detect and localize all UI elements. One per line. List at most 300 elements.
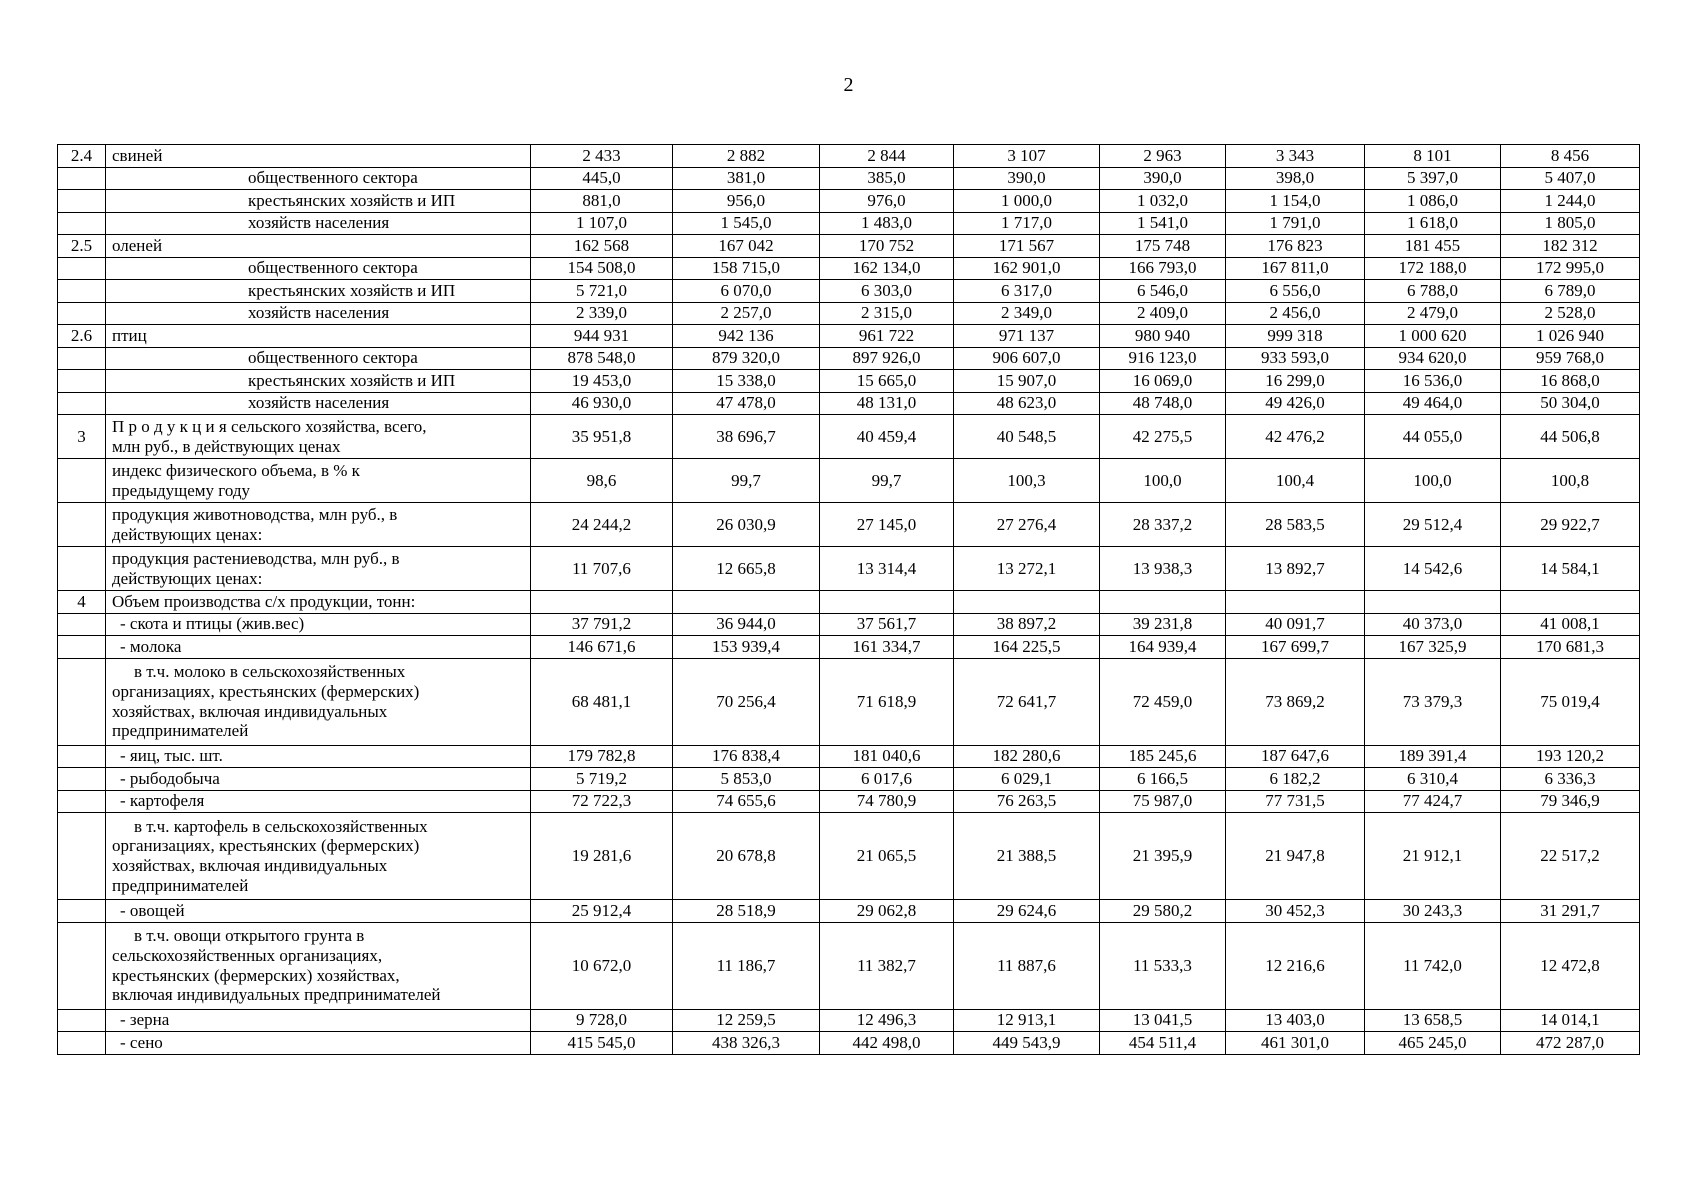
value-cell: 27 145,0 [820, 503, 954, 547]
value-cell: 167 811,0 [1226, 257, 1365, 280]
value-cell: 961 722 [820, 325, 954, 348]
value-cell: 28 337,2 [1100, 503, 1226, 547]
value-cell: 1 244,0 [1501, 190, 1640, 213]
value-cell: 11 742,0 [1365, 922, 1501, 1009]
table-row [58, 459, 1640, 503]
row-number [58, 1032, 106, 1055]
value-cell: 1 086,0 [1365, 190, 1501, 213]
value-cell: 5 407,0 [1501, 167, 1640, 190]
value-cell: 176 823 [1226, 235, 1365, 258]
row-label [106, 922, 531, 1009]
row-label: птиц [106, 325, 531, 348]
value-cell: 185 245,6 [1100, 745, 1226, 768]
value-cell: 6 317,0 [954, 280, 1100, 303]
value-cell: 35 951,8 [531, 415, 673, 459]
value-cell: 38 696,7 [673, 415, 820, 459]
value-cell: 166 793,0 [1100, 257, 1226, 280]
row-label: - молока [106, 636, 531, 659]
value-cell: 175 748 [1100, 235, 1226, 258]
value-cell: 29 062,8 [820, 900, 954, 923]
value-cell: 6 546,0 [1100, 280, 1226, 303]
value-cell: 19 281,6 [531, 813, 673, 900]
value-cell: 8 101 [1365, 145, 1501, 168]
value-cell: 381,0 [673, 167, 820, 190]
value-cell: 71 618,9 [820, 658, 954, 745]
table-row [58, 212, 1640, 235]
row-label [106, 415, 531, 459]
value-cell: 14 584,1 [1501, 547, 1640, 591]
value-cell: 39 231,8 [1100, 613, 1226, 636]
value-cell: 30 243,3 [1365, 900, 1501, 923]
value-cell: 28 583,5 [1226, 503, 1365, 547]
value-cell: 1 618,0 [1365, 212, 1501, 235]
value-cell: 472 287,0 [1501, 1032, 1640, 1055]
value-cell: 13 314,4 [820, 547, 954, 591]
table-row [58, 235, 1640, 258]
value-cell: 13 938,3 [1100, 547, 1226, 591]
value-cell: 100,4 [1226, 459, 1365, 503]
value-cell: 13 892,7 [1226, 547, 1365, 591]
row-number [58, 370, 106, 393]
table-row [58, 190, 1640, 213]
value-cell: 1 545,0 [673, 212, 820, 235]
value-cell: 16 299,0 [1226, 370, 1365, 393]
value-cell: 3 343 [1226, 145, 1365, 168]
table-row [58, 370, 1640, 393]
table-row [58, 900, 1640, 923]
value-cell: 38 897,2 [954, 613, 1100, 636]
value-cell: 16 536,0 [1365, 370, 1501, 393]
row-label [106, 547, 531, 591]
value-cell [1226, 591, 1365, 614]
row-number [58, 922, 106, 1009]
value-cell: 171 567 [954, 235, 1100, 258]
row-label: - скота и птицы (жив.вес) [106, 613, 531, 636]
table-row [58, 392, 1640, 415]
row-label: - рыбодобыча [106, 768, 531, 791]
value-cell [1365, 591, 1501, 614]
value-cell: 13 658,5 [1365, 1009, 1501, 1032]
value-cell: 167 042 [673, 235, 820, 258]
value-cell: 10 672,0 [531, 922, 673, 1009]
row-number [58, 636, 106, 659]
value-cell: 49 426,0 [1226, 392, 1365, 415]
value-cell: 1 026 940 [1501, 325, 1640, 348]
row-label: общественного сектора [106, 257, 531, 280]
table-row [58, 658, 1640, 745]
value-cell: 438 326,3 [673, 1032, 820, 1055]
table-row [58, 922, 1640, 1009]
value-cell: 193 120,2 [1501, 745, 1640, 768]
value-cell: 6 166,5 [1100, 768, 1226, 791]
value-cell: 170 681,3 [1501, 636, 1640, 659]
value-cell: 77 731,5 [1226, 790, 1365, 813]
table-row [58, 257, 1640, 280]
value-cell: 1 717,0 [954, 212, 1100, 235]
value-cell: 16 868,0 [1501, 370, 1640, 393]
value-cell: 11 382,7 [820, 922, 954, 1009]
value-cell [1100, 591, 1226, 614]
value-cell: 1 000 620 [1365, 325, 1501, 348]
value-cell: 73 869,2 [1226, 658, 1365, 745]
value-cell: 11 533,3 [1100, 922, 1226, 1009]
value-cell: 944 931 [531, 325, 673, 348]
value-cell: 21 395,9 [1100, 813, 1226, 900]
row-label: крестьянских хозяйств и ИП [106, 370, 531, 393]
label-line: крестьянских (фермерских) хозяйствах, [112, 965, 400, 985]
value-cell: 1 805,0 [1501, 212, 1640, 235]
table-row [58, 145, 1640, 168]
row-number [58, 768, 106, 791]
label-line: в т.ч. картофель в сельскохозяйственных [134, 816, 428, 836]
value-cell: 29 512,4 [1365, 503, 1501, 547]
value-cell: 2 882 [673, 145, 820, 168]
value-cell: 1 032,0 [1100, 190, 1226, 213]
value-cell: 6 788,0 [1365, 280, 1501, 303]
page-number: 2 [843, 74, 854, 96]
table-row [58, 768, 1640, 791]
row-label: оленей [106, 235, 531, 258]
value-cell: 47 478,0 [673, 392, 820, 415]
row-number [58, 790, 106, 813]
value-cell: 162 901,0 [954, 257, 1100, 280]
value-cell: 15 907,0 [954, 370, 1100, 393]
label-line: предпринимателей [112, 875, 249, 895]
value-cell: 13 041,5 [1100, 1009, 1226, 1032]
table-row [58, 813, 1640, 900]
row-number [58, 167, 106, 190]
row-label: общественного сектора [106, 347, 531, 370]
row-number: 4 [58, 591, 106, 614]
value-cell: 956,0 [673, 190, 820, 213]
value-cell: 6 017,6 [820, 768, 954, 791]
value-cell: 75 987,0 [1100, 790, 1226, 813]
label-line: в т.ч. молоко в сельскохозяйственных [134, 662, 406, 682]
row-label [106, 658, 531, 745]
value-cell: 11 887,6 [954, 922, 1100, 1009]
value-cell: 1 483,0 [820, 212, 954, 235]
row-label: - овощей [106, 900, 531, 923]
table-row [58, 613, 1640, 636]
row-label: - картофеля [106, 790, 531, 813]
value-cell: 390,0 [1100, 167, 1226, 190]
value-cell: 172 995,0 [1501, 257, 1640, 280]
row-number [58, 190, 106, 213]
value-cell: 449 543,9 [954, 1032, 1100, 1055]
value-cell: 77 424,7 [1365, 790, 1501, 813]
value-cell: 164 939,4 [1100, 636, 1226, 659]
table-row [58, 636, 1640, 659]
value-cell: 12 472,8 [1501, 922, 1640, 1009]
label-line: хозяйствах, включая индивидуальных [112, 701, 388, 721]
label-line: хозяйствах, включая индивидуальных [112, 856, 388, 875]
value-cell: 153 939,4 [673, 636, 820, 659]
value-cell: 2 456,0 [1226, 302, 1365, 325]
value-cell: 49 464,0 [1365, 392, 1501, 415]
value-cell: 6 029,1 [954, 768, 1100, 791]
row-number [58, 280, 106, 303]
value-cell: 28 518,9 [673, 900, 820, 923]
table-row [58, 280, 1640, 303]
value-cell: 12 913,1 [954, 1009, 1100, 1032]
value-cell: 21 065,5 [820, 813, 954, 900]
value-cell: 11 186,7 [673, 922, 820, 1009]
value-cell: 916 123,0 [1100, 347, 1226, 370]
value-cell: 14 542,6 [1365, 547, 1501, 591]
table-row [58, 547, 1640, 591]
value-cell: 934 620,0 [1365, 347, 1501, 370]
value-cell: 2 409,0 [1100, 302, 1226, 325]
value-cell [531, 591, 673, 614]
row-label: общественного сектора [106, 167, 531, 190]
label-line: индекс физического объема, в % к [112, 460, 360, 480]
value-cell: 29 580,2 [1100, 900, 1226, 923]
value-cell: 6 303,0 [820, 280, 954, 303]
table-row [58, 503, 1640, 547]
value-cell: 162 134,0 [820, 257, 954, 280]
label-line: млн руб., в действующих ценах [112, 436, 341, 456]
value-cell: 1 154,0 [1226, 190, 1365, 213]
label-line: организациях, крестьянских (фермерских) [112, 681, 420, 701]
value-cell: 74 655,6 [673, 790, 820, 813]
value-cell: 22 517,2 [1501, 813, 1640, 900]
value-cell: 37 561,7 [820, 613, 954, 636]
value-cell: 881,0 [531, 190, 673, 213]
row-label: - яиц, тыс. шт. [106, 745, 531, 768]
value-cell: 980 940 [1100, 325, 1226, 348]
value-cell: 2 257,0 [673, 302, 820, 325]
statistics-table [57, 144, 1640, 1055]
value-cell: 1 791,0 [1226, 212, 1365, 235]
row-label: Объем производства с/х продукции, тонн: [106, 591, 531, 614]
value-cell: 878 548,0 [531, 347, 673, 370]
value-cell: 879 320,0 [673, 347, 820, 370]
value-cell: 42 275,5 [1100, 415, 1226, 459]
row-label: - сено [106, 1032, 531, 1055]
table-row [58, 347, 1640, 370]
value-cell: 179 782,8 [531, 745, 673, 768]
row-number: 3 [58, 415, 106, 459]
value-cell: 37 791,2 [531, 613, 673, 636]
value-cell: 75 019,4 [1501, 658, 1640, 745]
value-cell: 20 678,8 [673, 813, 820, 900]
label-line: предыдущему году [112, 480, 250, 500]
value-cell: 415 545,0 [531, 1032, 673, 1055]
value-cell: 8 456 [1501, 145, 1640, 168]
value-cell: 12 216,6 [1226, 922, 1365, 1009]
value-cell: 48 748,0 [1100, 392, 1226, 415]
value-cell: 465 245,0 [1365, 1032, 1501, 1055]
value-cell: 48 131,0 [820, 392, 954, 415]
label-line: сельскохозяйственных организациях, [112, 945, 383, 965]
value-cell: 26 030,9 [673, 503, 820, 547]
row-label: - зерна [106, 1009, 531, 1032]
value-cell [954, 591, 1100, 614]
value-cell: 29 624,6 [954, 900, 1100, 923]
value-cell: 99,7 [673, 459, 820, 503]
value-cell: 100,3 [954, 459, 1100, 503]
value-cell: 2 844 [820, 145, 954, 168]
value-cell: 942 136 [673, 325, 820, 348]
value-cell: 3 107 [954, 145, 1100, 168]
row-label: хозяйств населения [106, 392, 531, 415]
value-cell: 999 318 [1226, 325, 1365, 348]
row-number [58, 347, 106, 370]
value-cell: 70 256,4 [673, 658, 820, 745]
row-label: хозяйств населения [106, 212, 531, 235]
row-label: свиней [106, 145, 531, 168]
value-cell [820, 591, 954, 614]
value-cell: 172 188,0 [1365, 257, 1501, 280]
value-cell: 12 496,3 [820, 1009, 954, 1032]
table-row [58, 415, 1640, 459]
value-cell: 9 728,0 [531, 1009, 673, 1032]
row-number: 2.6 [58, 325, 106, 348]
value-cell: 11 707,6 [531, 547, 673, 591]
value-cell: 2 528,0 [1501, 302, 1640, 325]
value-cell: 21 912,1 [1365, 813, 1501, 900]
value-cell: 76 263,5 [954, 790, 1100, 813]
value-cell: 189 391,4 [1365, 745, 1501, 768]
value-cell: 50 304,0 [1501, 392, 1640, 415]
value-cell: 906 607,0 [954, 347, 1100, 370]
value-cell: 5 397,0 [1365, 167, 1501, 190]
row-label: крестьянских хозяйств и ИП [106, 190, 531, 213]
value-cell: 158 715,0 [673, 257, 820, 280]
value-cell: 44 506,8 [1501, 415, 1640, 459]
value-cell: 442 498,0 [820, 1032, 954, 1055]
table-row [58, 1009, 1640, 1032]
value-cell: 2 479,0 [1365, 302, 1501, 325]
value-cell: 74 780,9 [820, 790, 954, 813]
row-number [58, 547, 106, 591]
value-cell: 6 182,2 [1226, 768, 1365, 791]
value-cell: 161 334,7 [820, 636, 954, 659]
row-label: крестьянских хозяйств и ИП [106, 280, 531, 303]
value-cell: 24 244,2 [531, 503, 673, 547]
value-cell: 6 556,0 [1226, 280, 1365, 303]
value-cell: 170 752 [820, 235, 954, 258]
value-cell: 99,7 [820, 459, 954, 503]
row-number [58, 257, 106, 280]
value-cell: 390,0 [954, 167, 1100, 190]
row-number [58, 302, 106, 325]
value-cell: 187 647,6 [1226, 745, 1365, 768]
value-cell: 27 276,4 [954, 503, 1100, 547]
value-cell: 40 091,7 [1226, 613, 1365, 636]
value-cell: 6 336,3 [1501, 768, 1640, 791]
value-cell: 42 476,2 [1226, 415, 1365, 459]
value-cell: 2 963 [1100, 145, 1226, 168]
value-cell: 14 014,1 [1501, 1009, 1640, 1032]
value-cell: 13 403,0 [1226, 1009, 1365, 1032]
value-cell: 971 137 [954, 325, 1100, 348]
table-row [58, 302, 1640, 325]
value-cell: 73 379,3 [1365, 658, 1501, 745]
table-row [58, 325, 1640, 348]
value-cell: 959 768,0 [1501, 347, 1640, 370]
value-cell: 41 008,1 [1501, 613, 1640, 636]
value-cell: 100,0 [1100, 459, 1226, 503]
value-cell: 12 665,8 [673, 547, 820, 591]
row-label [106, 459, 531, 503]
table-row [58, 1032, 1640, 1055]
value-cell: 48 623,0 [954, 392, 1100, 415]
value-cell: 182 312 [1501, 235, 1640, 258]
table-body [58, 145, 1640, 1055]
value-cell: 72 641,7 [954, 658, 1100, 745]
value-cell: 44 055,0 [1365, 415, 1501, 459]
row-number [58, 745, 106, 768]
value-cell: 146 671,6 [531, 636, 673, 659]
label-line: П р о д у к ц и я сельского хозяйства, всего, [112, 416, 427, 436]
label-line: продукция животноводства, млн руб., в [112, 504, 398, 524]
row-number: 2.4 [58, 145, 106, 168]
value-cell: 19 453,0 [531, 370, 673, 393]
value-cell: 40 459,4 [820, 415, 954, 459]
value-cell: 72 722,3 [531, 790, 673, 813]
value-cell: 897 926,0 [820, 347, 954, 370]
label-line: продукция растениеводства, млн руб., в [112, 548, 400, 568]
value-cell: 461 301,0 [1226, 1032, 1365, 1055]
value-cell: 36 944,0 [673, 613, 820, 636]
value-cell: 15 665,0 [820, 370, 954, 393]
value-cell: 181 455 [1365, 235, 1501, 258]
row-label [106, 813, 531, 900]
label-line: действующих ценах: [112, 524, 263, 544]
value-cell: 6 070,0 [673, 280, 820, 303]
row-label [106, 503, 531, 547]
value-cell: 2 315,0 [820, 302, 954, 325]
value-cell: 79 346,9 [1501, 790, 1640, 813]
value-cell: 181 040,6 [820, 745, 954, 768]
value-cell: 167 699,7 [1226, 636, 1365, 659]
row-number [58, 459, 106, 503]
row-number [58, 1009, 106, 1032]
value-cell: 21 388,5 [954, 813, 1100, 900]
value-cell: 40 548,5 [954, 415, 1100, 459]
value-cell: 2 339,0 [531, 302, 673, 325]
row-number [58, 658, 106, 745]
label-line: предпринимателей [112, 721, 249, 741]
value-cell: 933 593,0 [1226, 347, 1365, 370]
value-cell: 154 508,0 [531, 257, 673, 280]
value-cell: 1 541,0 [1100, 212, 1226, 235]
value-cell: 976,0 [820, 190, 954, 213]
label-line: включая индивидуальных предпринимателей [112, 985, 441, 1005]
value-cell: 98,6 [531, 459, 673, 503]
value-cell: 6 789,0 [1501, 280, 1640, 303]
value-cell: 72 459,0 [1100, 658, 1226, 745]
value-cell: 21 947,8 [1226, 813, 1365, 900]
value-cell [1501, 591, 1640, 614]
value-cell: 46 930,0 [531, 392, 673, 415]
value-cell: 25 912,4 [531, 900, 673, 923]
row-number [58, 613, 106, 636]
value-cell: 1 000,0 [954, 190, 1100, 213]
row-number [58, 212, 106, 235]
value-cell: 164 225,5 [954, 636, 1100, 659]
value-cell: 40 373,0 [1365, 613, 1501, 636]
label-line: организациях, крестьянских (фермерских) [112, 836, 420, 856]
value-cell: 454 511,4 [1100, 1032, 1226, 1055]
value-cell: 12 259,5 [673, 1009, 820, 1032]
row-label: хозяйств населения [106, 302, 531, 325]
value-cell: 5 719,2 [531, 768, 673, 791]
value-cell: 5 853,0 [673, 768, 820, 791]
row-number [58, 503, 106, 547]
row-number [58, 900, 106, 923]
